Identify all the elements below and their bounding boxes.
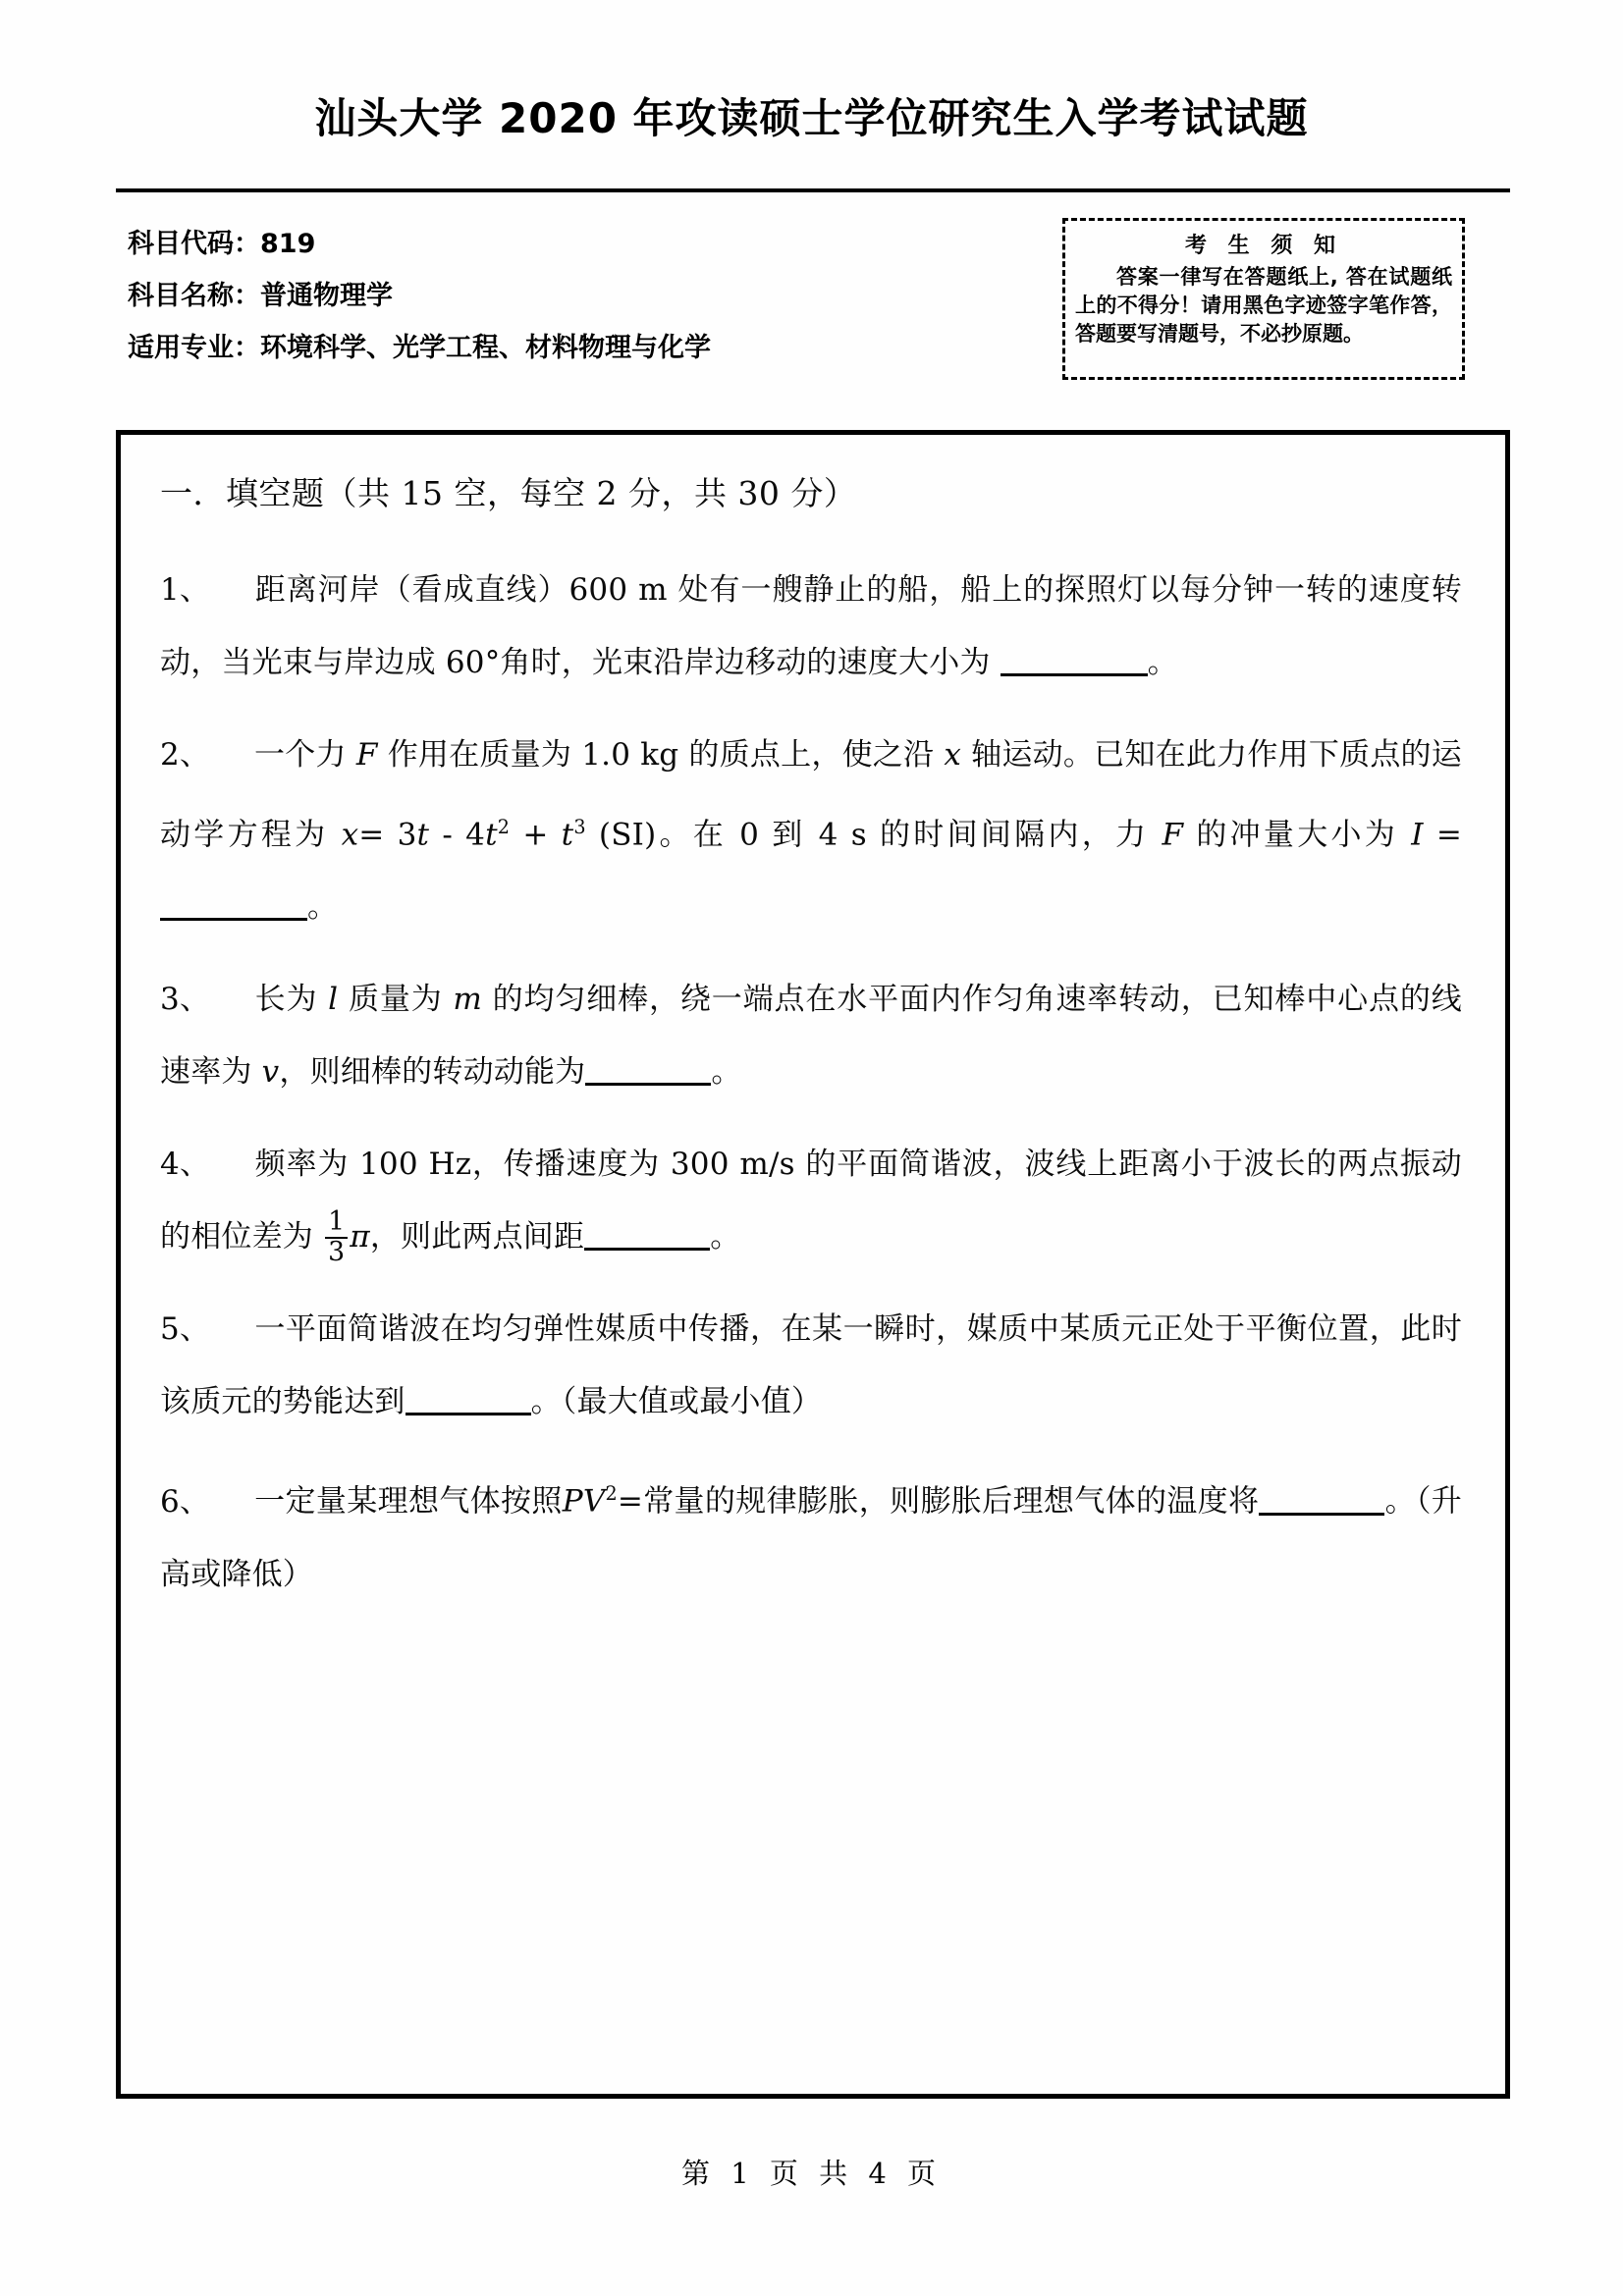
formula-si: (SI)	[585, 817, 657, 853]
question-2-answer-blank[interactable]	[160, 918, 307, 921]
question-6-seg2: =常量的规律膨胀，则膨胀后理想气体的温度将	[617, 1483, 1260, 1520]
subject-code-row	[128, 218, 1011, 270]
fraction-numerator: 1	[328, 1206, 346, 1238]
question-5-seg2: 。（最大值或最小值）	[530, 1384, 823, 1420]
question-1-text: 距离河岸（看成直线）600 m 处有一艘静止的船，船上的探照灯以每分钟	[254, 572, 1274, 608]
question-5-answer-blank[interactable]	[406, 1413, 531, 1415]
exam-metadata	[128, 218, 1011, 374]
question-2-var-I: I	[1411, 817, 1424, 853]
question-2-seg5: 的冲量大小为	[1183, 817, 1412, 853]
question-5	[160, 1293, 1462, 1438]
question-4	[160, 1128, 1462, 1273]
majors-row	[128, 322, 1011, 374]
formula-plus: +	[510, 817, 562, 853]
question-5-number: 5、	[160, 1311, 211, 1348]
question-2-period: 。	[307, 889, 339, 926]
question-2-var-F2: F	[1162, 817, 1184, 853]
question-1-period: 。	[1147, 645, 1178, 680]
formula-x: x	[341, 817, 359, 853]
question-6-sup-2: 2	[605, 1482, 618, 1506]
fraction-one-third	[325, 1208, 348, 1267]
question-3-period: 。	[711, 1054, 742, 1091]
question-5-seg1: 一平面简谐波在均匀弹性媒质中传播，在某一瞬时，媒质中某质元正处于平衡位置，此时该质元的势能达到	[160, 1311, 1462, 1420]
question-2-number: 2、	[160, 737, 211, 773]
question-2-seg4: 。在 0 到 4 s 的时间间隔内，力	[656, 817, 1163, 853]
question-6-answer-blank[interactable]	[1259, 1513, 1384, 1516]
majors-value: 环境科学、光学工程、材料物理与化学	[260, 333, 711, 363]
questions-container	[116, 430, 1510, 2099]
question-1-text-2: 一转的速度转动，当光束与岸边成 60°角时，光束沿岸边移动的速度大小为	[160, 572, 1462, 680]
majors-label: 适用专业：	[128, 333, 260, 363]
question-4-period: 。	[710, 1219, 741, 1255]
question-3	[160, 963, 1462, 1108]
formula-eq: = 3	[358, 817, 417, 853]
question-2	[160, 719, 1462, 943]
question-3-answer-blank[interactable]	[585, 1083, 711, 1086]
question-2-seg3: 轴运动。已知在此力作用下质点的运动学方程为	[160, 737, 1462, 853]
subject-code-label: 科目代码：	[128, 229, 260, 259]
question-4-answer-blank[interactable]	[584, 1248, 710, 1251]
pi-symbol: π	[350, 1219, 370, 1255]
question-2-seg6: =	[1423, 817, 1462, 853]
question-6-var-PV: PV	[562, 1483, 606, 1520]
question-3-seg3: 的均匀细棒，绕一端点在水平面内作匀角速率转动，已知棒中心点的线速率为	[160, 982, 1462, 1091]
notice-body: 答案一律写在答题纸上, 答在试题纸上的不得分！请用黑色字迹签字笔作答，答题要写清题号，不必抄原题。	[1075, 265, 1452, 346]
question-3-seg1: 长为	[254, 982, 329, 1018]
formula-minus: - 4	[429, 817, 486, 853]
subject-name-label: 科目名称：	[128, 281, 260, 311]
title-divider	[116, 188, 1510, 192]
question-3-var-m: m	[453, 982, 482, 1018]
page-title: 汕头大学 2020 年攻读硕士学位研究生入学考试试题	[314, 94, 1309, 142]
question-1	[160, 554, 1462, 699]
question-2-seg2: 作用在质量为 1.0 kg 的质点上，使之沿	[377, 737, 945, 773]
question-6-seg1: 一定量某理想气体按照	[254, 1483, 563, 1520]
subject-name-row	[128, 270, 1011, 322]
question-3-var-l: l	[328, 982, 339, 1018]
formula-sup-3: 3	[573, 816, 586, 838]
question-3-seg2: 质量为	[338, 982, 454, 1018]
formula-sup-2: 2	[497, 816, 511, 838]
subject-name-value: 普通物理学	[260, 281, 393, 311]
page-footer: 第 1 页 共 4 页	[681, 2157, 942, 2190]
question-1-number: 1、	[160, 572, 211, 608]
fraction-denominator: 3	[325, 1237, 348, 1267]
question-4-seg1: 频率为 100 Hz，传播速度为 300 m/s 的平面简谐波，波线上距离小于波长的两点振动的相位差为	[160, 1147, 1462, 1255]
question-1-answer-blank[interactable]	[1001, 673, 1148, 676]
question-6-number: 6、	[160, 1483, 211, 1520]
question-6-seg3: 。（升高或降低）	[160, 1483, 1463, 1592]
question-2-var-F: F	[355, 737, 378, 773]
formula-t2: t	[485, 817, 498, 853]
question-4-number: 4、	[160, 1147, 211, 1183]
question-2-seg1: 一个力	[254, 737, 356, 773]
question-2-var-x: x	[944, 737, 962, 773]
candidate-notice-box	[1062, 218, 1465, 380]
question-3-var-v: v	[261, 1054, 280, 1091]
question-3-seg4: ，则细棒的转动动能为	[279, 1054, 586, 1091]
section-heading: 一．填空题（共 15 空，每空 2 分，共 30 分）	[160, 474, 857, 512]
question-6	[160, 1458, 1462, 1610]
formula-t3: t	[561, 817, 574, 853]
formula-t1: t	[416, 817, 430, 853]
subject-code-value: 819	[260, 229, 316, 259]
question-4-seg2: ，则此两点间距	[369, 1219, 585, 1255]
question-3-number: 3、	[160, 982, 211, 1018]
notice-title: 考 生 须 知	[1185, 234, 1342, 258]
